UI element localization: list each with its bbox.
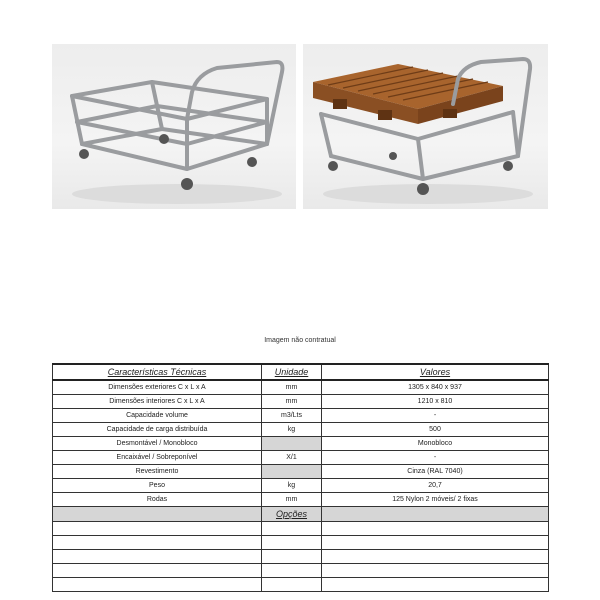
row-label: Capacidade de carga distribuída (53, 423, 262, 437)
product-image-with-pallet (303, 44, 548, 209)
table-row (53, 409, 549, 423)
header-caracteristicas: Características Técnicas (53, 364, 262, 380)
row-unit: X/1 (262, 451, 322, 465)
row-unit: kg (262, 479, 322, 493)
row-label: Encaixável / Sobreponível (53, 451, 262, 465)
table-row (53, 423, 549, 437)
row-unit: m3/Lts (262, 409, 322, 423)
row-value: 1210 x 810 (322, 395, 549, 409)
options-row (53, 578, 549, 592)
row-unit (262, 437, 322, 451)
row-value: 125 Nylon 2 móveis/ 2 fixas (322, 493, 549, 507)
row-unit: mm (262, 380, 322, 395)
options-row (53, 522, 549, 536)
row-label: Dimensões interiores C x L x A (53, 395, 262, 409)
spec-table (52, 363, 549, 592)
row-value: - (322, 451, 549, 465)
row-value: 1305 x 840 x 937 (322, 380, 549, 395)
spec-table-header (53, 364, 549, 380)
table-row (53, 437, 549, 451)
product-image-empty (52, 44, 296, 209)
row-value: 500 (322, 423, 549, 437)
table-row (53, 465, 549, 479)
trolley-with-pallet-icon (303, 44, 548, 209)
row-value: 20,7 (322, 479, 549, 493)
image-disclaimer: Imagem não contratual (264, 337, 336, 344)
row-label: Desmontável / Monobloco (53, 437, 262, 451)
table-row (53, 493, 549, 507)
table-row (53, 479, 549, 493)
row-label: Rodas (53, 493, 262, 507)
row-unit: mm (262, 395, 322, 409)
table-row (53, 395, 549, 409)
header-valores: Valores (322, 364, 549, 380)
row-label: Capacidade volume (53, 409, 262, 423)
row-value: Monobloco (322, 437, 549, 451)
options-header-blank-left (53, 507, 262, 522)
row-label: Revestimento (53, 465, 262, 479)
row-value: Cinza (RAL 7040) (322, 465, 549, 479)
options-header: Opções (262, 507, 322, 522)
options-header-blank-right (322, 507, 549, 522)
row-value: - (322, 409, 549, 423)
empty-trolley-icon (52, 44, 296, 209)
header-unidade: Unidade (262, 364, 322, 380)
row-unit: kg (262, 423, 322, 437)
options-header-row (53, 507, 549, 522)
table-row (53, 380, 549, 395)
row-unit: mm (262, 493, 322, 507)
options-row (53, 564, 549, 578)
options-row (53, 536, 549, 550)
row-label: Dimensões exteriores C x L x A (53, 380, 262, 395)
row-label: Peso (53, 479, 262, 493)
options-row (53, 550, 549, 564)
table-row (53, 451, 549, 465)
row-unit (262, 465, 322, 479)
